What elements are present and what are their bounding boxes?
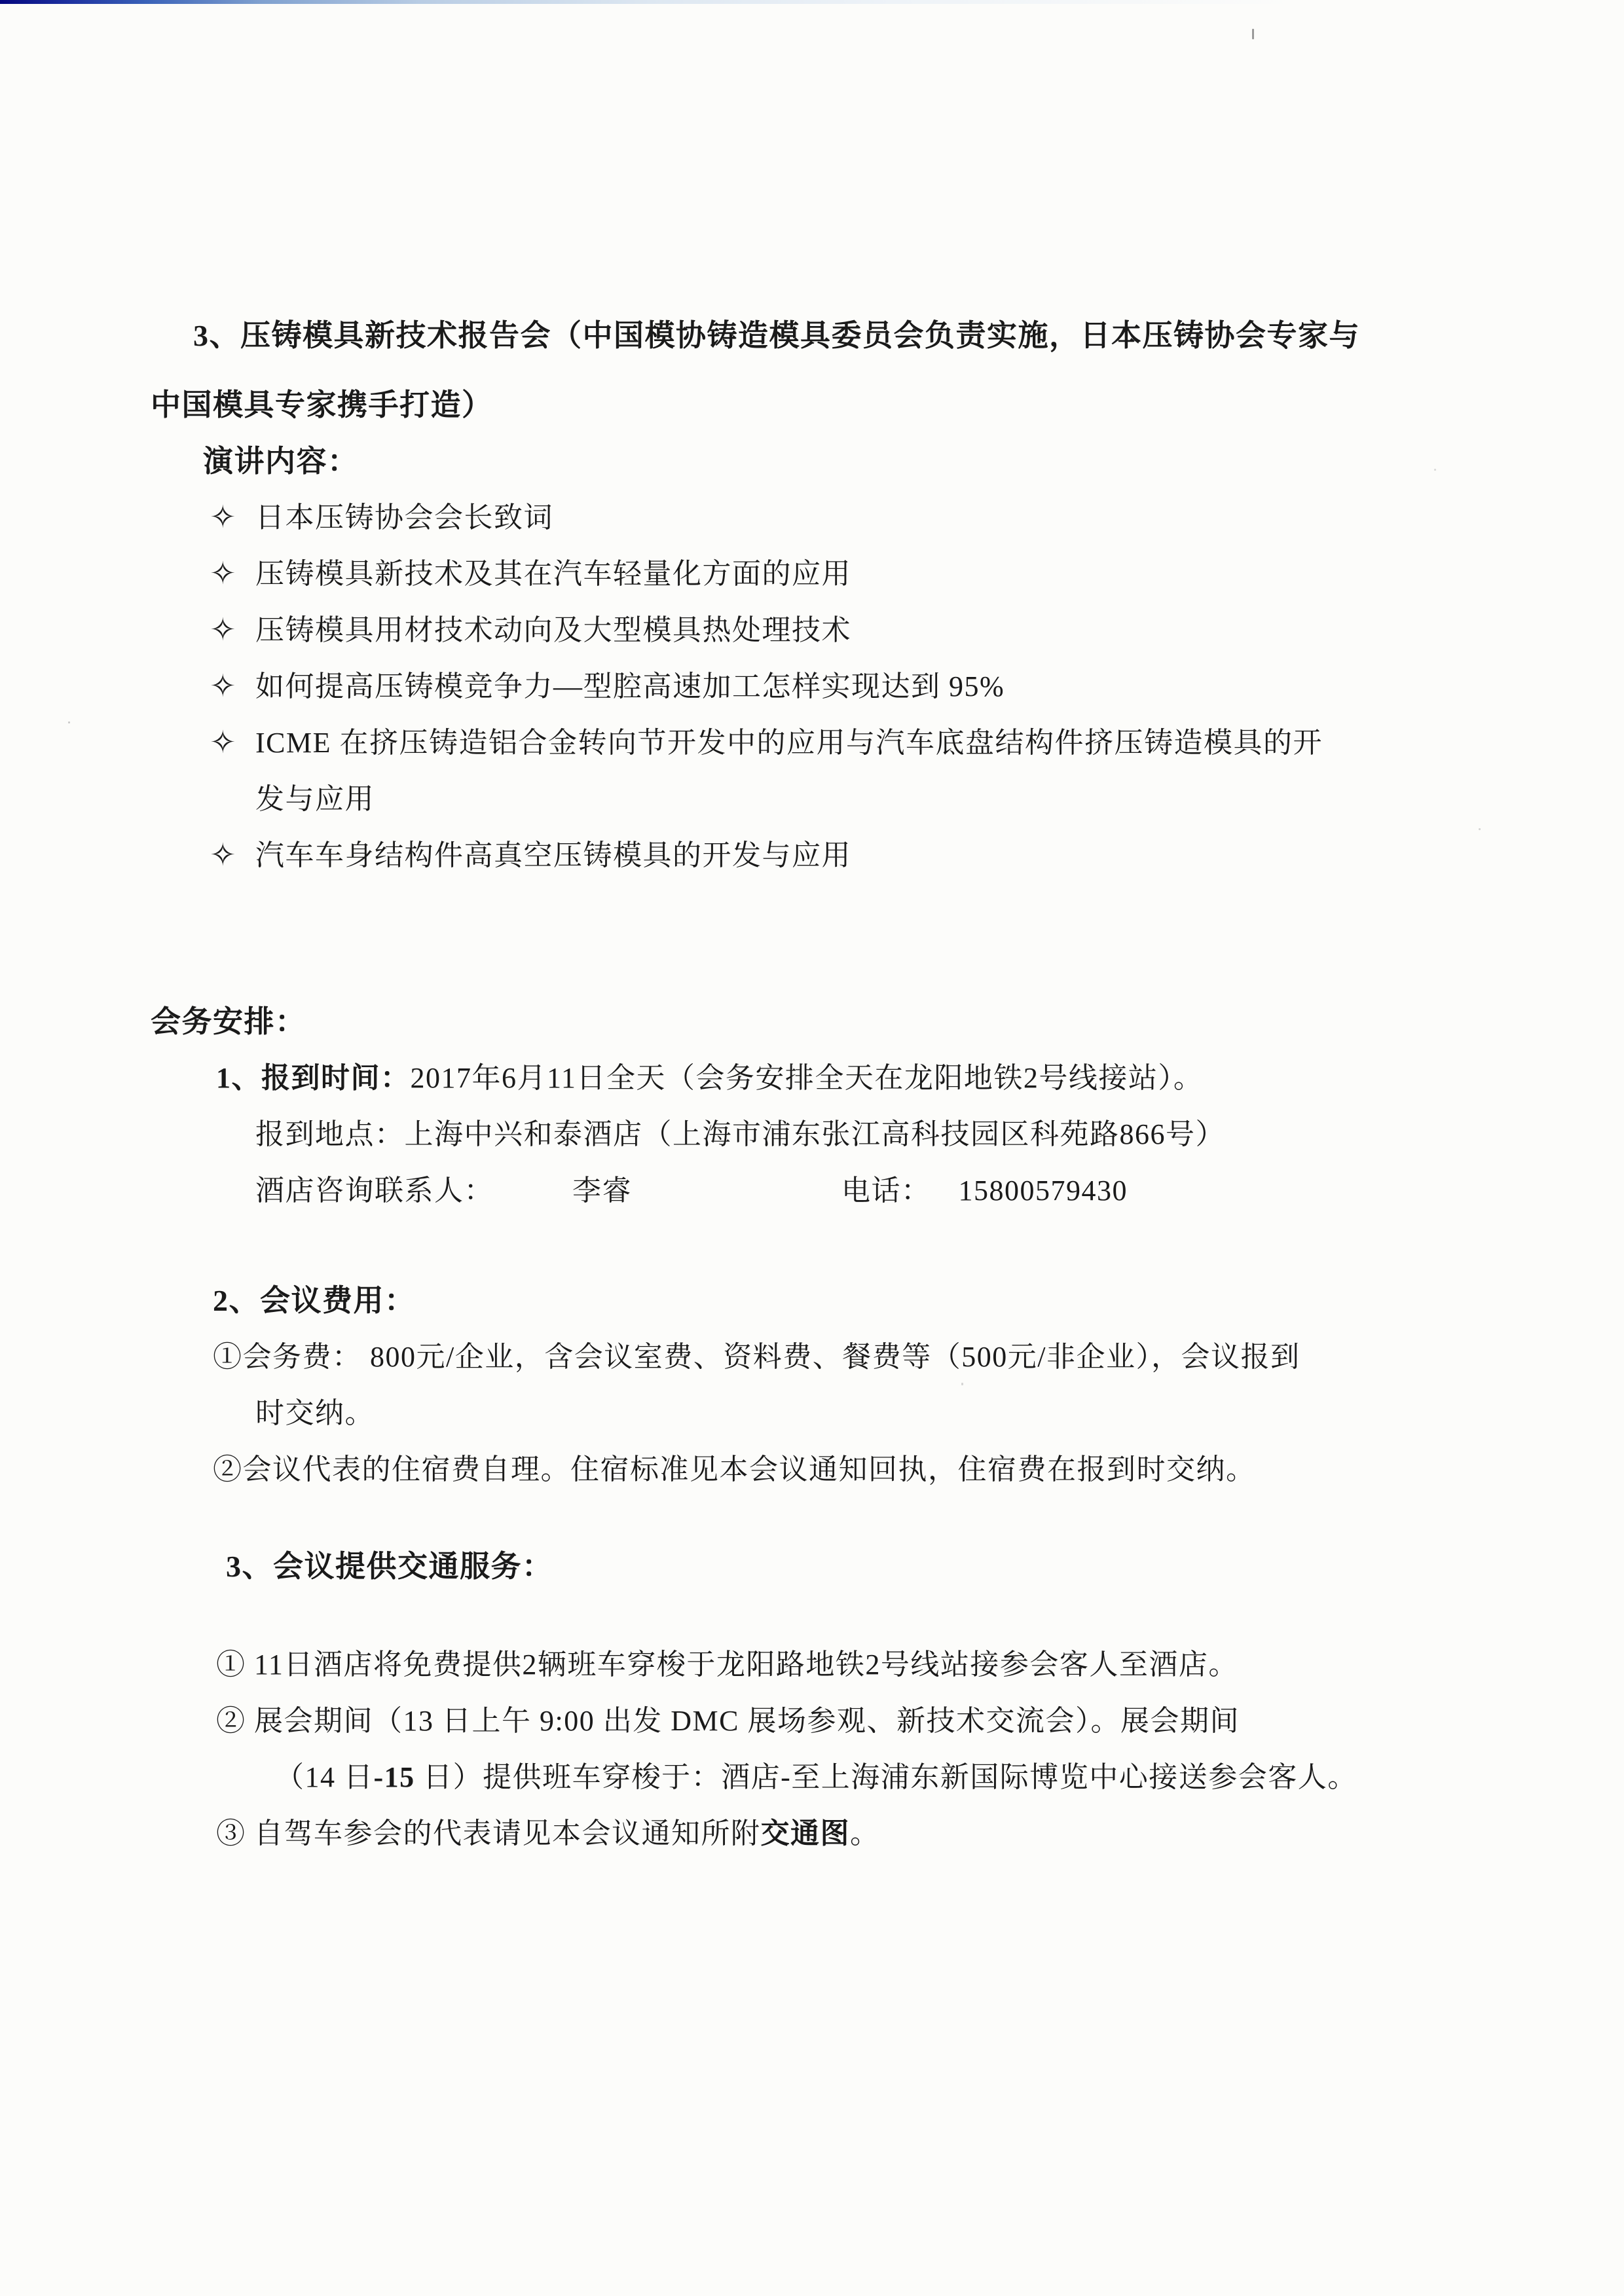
- checkin-location-line: 报到地点：上海中兴和泰酒店（上海市浦东张江高科技园区科苑路866号）: [255, 1118, 1225, 1150]
- fee-item-2: ②会议代表的住宿费自理。住宿标准见本会议通知回执，住宿费在报到时交纳。: [213, 1453, 1256, 1485]
- diamond-bullet-icon: ✧: [210, 556, 237, 591]
- report-title-line-2: 中国模具专家携手打造）: [151, 388, 493, 422]
- scan-artifact: [68, 721, 70, 723]
- diamond-bullet-icon: ✧: [210, 838, 237, 873]
- speech-bullet-item: [208, 602, 1519, 659]
- checkin-time-text: 2017年6月11日全天（会务安排全天在龙阳地铁2号线接站）。: [410, 1062, 1204, 1094]
- speech-bullet-text: [255, 715, 1323, 828]
- hotel-contact-name: 李睿: [572, 1175, 632, 1207]
- fees-header: 2、会议费用：: [213, 1284, 416, 1317]
- speech-bullet-text: 汽车车身结构件高真空压铸模具的开发与应用: [255, 839, 851, 871]
- report-title-line-1: 3、压铸模具新技术报告会（中国模协铸造模具委员会负责实施，日本压铸协会专家与: [193, 319, 1360, 352]
- speech-bullet-text: 如何提高压铸模竞争力—型腔高速加工怎样实现达到 95%: [255, 670, 1005, 702]
- transport-header: 3、会议提供交通服务：: [226, 1550, 553, 1583]
- transport-item-2-line-2-post: 日）提供班车穿梭于：酒店-至上海浦东新国际博览中心接送参会客人。: [415, 1761, 1357, 1793]
- speech-bullet-item: [208, 659, 1519, 715]
- transport-item-2-line-1: ② 展会期间（13 日上午 9:00 出发 DMC 展场参观、新技术交流会）。展会期间: [216, 1705, 1240, 1737]
- arrangement-header: 会务安排：: [151, 1005, 306, 1038]
- transport-item-3-bold: 交通图: [760, 1817, 850, 1850]
- diamond-bullet-icon: ✧: [210, 500, 237, 535]
- diamond-bullet-icon: ✧: [210, 669, 237, 704]
- document-body: [151, 308, 1519, 1862]
- transport-item-3: [216, 1806, 1519, 1862]
- speech-bullet-text: 日本压铸协会会长致词: [255, 501, 553, 534]
- speech-bullet-item: [208, 715, 1519, 828]
- diamond-bullet-icon: ✧: [210, 725, 237, 760]
- speech-bullet-text: 压铸模具用材技术动向及大型模具热处理技术: [255, 614, 851, 646]
- speech-bullet-text: 压铸模具新技术及其在汽车轻量化方面的应用: [255, 558, 851, 590]
- hotel-contact-label: 酒店咨询联系人：: [255, 1175, 494, 1207]
- speech-bullet-item: [208, 546, 1519, 602]
- speech-content-header: 演讲内容：: [203, 445, 359, 478]
- transport-item-1: ① 11日酒店将免费提供2辆班车穿梭于龙阳路地铁2号线站接参会客人至酒店。: [216, 1649, 1238, 1681]
- scan-artifact: [1252, 29, 1254, 39]
- phone-label: 电话：: [841, 1175, 931, 1207]
- transport-item-2-line-2-pre: （14 日: [275, 1761, 374, 1793]
- diamond-bullet-icon: ✧: [210, 613, 237, 647]
- checkin-time-label: 1、报到时间：: [216, 1062, 411, 1094]
- transport-item-2-line-2: [275, 1749, 1519, 1806]
- fee-item-1-line-2: 时交纳。: [255, 1397, 375, 1429]
- hotel-contact-line: [255, 1163, 1519, 1219]
- transport-item-3-post: 。: [850, 1817, 880, 1850]
- fee-item-1-line-1: ①会务费： 800元/企业，含会议室费、资料费、餐费等（500元/非企业），会议报到: [213, 1341, 1301, 1373]
- speech-bullet-item: [208, 828, 1519, 884]
- phone-number: 15800579430: [958, 1175, 1128, 1207]
- checkin-time-line: [216, 1050, 1519, 1106]
- speech-bullet-text-line-2: 发与应用: [255, 783, 375, 815]
- speech-bullet-item: [208, 490, 1519, 546]
- transport-item-2-line-2-bold: -15: [373, 1761, 415, 1793]
- scanner-edge-artifact: [0, 0, 1624, 4]
- speech-bullet-text-line-1: ICME 在挤压铸造铝合金转向节开发中的应用与汽车底盘结构件挤压铸造模具的开: [255, 727, 1323, 759]
- transport-item-3-pre: ③ 自驾车参会的代表请见本会议通知所附: [216, 1817, 761, 1850]
